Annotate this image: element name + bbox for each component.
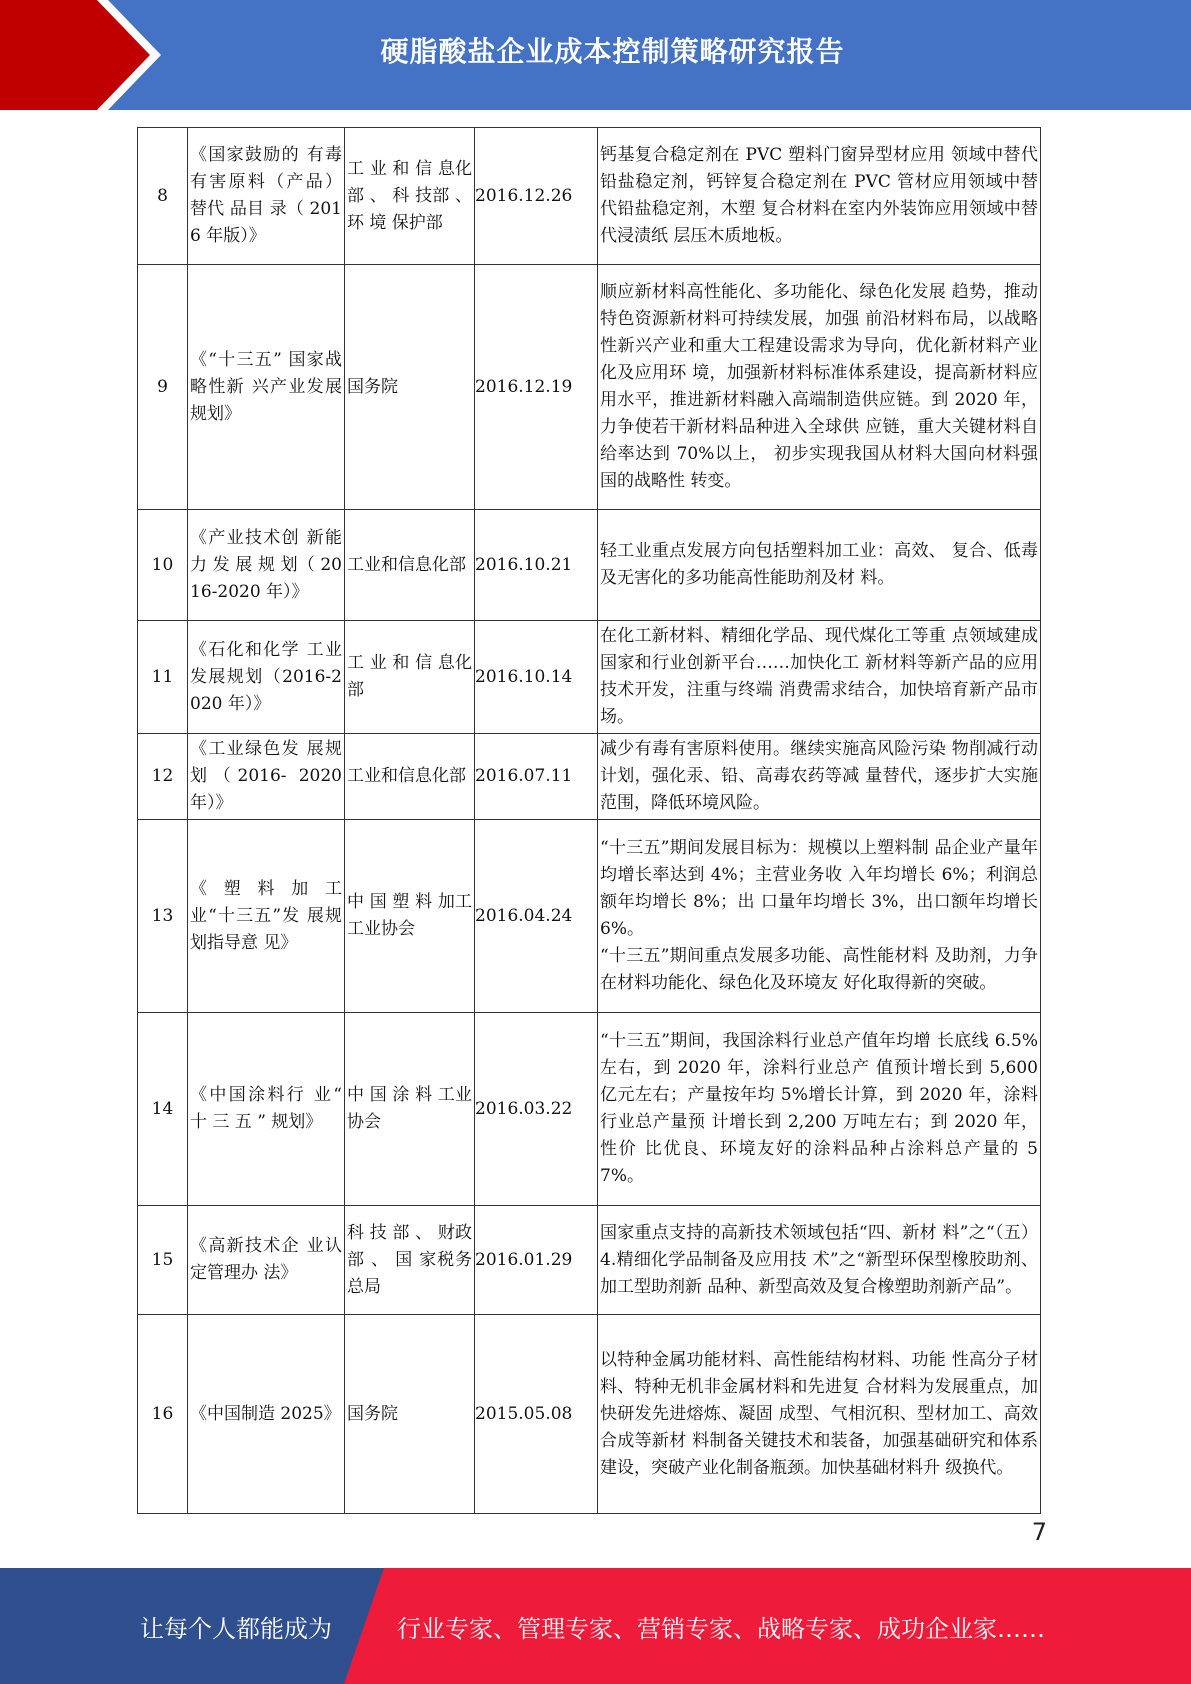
policy-content-paragraph: 减少有毒有害原料使用。继续实施高风险污染 物削减行动计划，强化汞、铅、高毒农药等减 量替代，逐步扩大实施范围，降低环境风险。 [600, 739, 1038, 813]
policy-content-paragraph: “十三五”期间发展目标为：规模以上塑料制 品企业产量年均增长率达到 4%；主营业务收 入年均增长 6%；利润总额年均增长 8%；出 口量年均增长 3%，出口额年均增长 6%。 [600, 838, 1038, 939]
issue-date: 2016.04.24 [475, 820, 598, 1013]
table-row [138, 1013, 1041, 1206]
policy-name: 《“十三五” 国家战略性新 兴产业发展规划》 [188, 265, 345, 510]
table-row [138, 734, 1041, 820]
issuing-department: 国务院 [345, 265, 475, 510]
page-number: 7 [1031, 1518, 1047, 1546]
table-row [138, 1206, 1041, 1315]
table-row [138, 510, 1041, 621]
policy-content-paragraph: 钙基复合稳定剂在 PVC 塑料门窗异型材应用 领域中替代铅盐稳定剂，钙锌复合稳定剂在 PVC 管材应用领域中替代铅盐稳定剂，木塑 复合材料在室内外装饰应用领域中替代浸渍纸 层压木质地板。 [600, 145, 1038, 246]
policy-content [598, 621, 1041, 734]
row-number: 8 [138, 128, 188, 265]
policy-name: 《产业技术创 新能 力 发 展 规 划（ 2016-2020 年）》 [188, 510, 345, 621]
policy-content [598, 1013, 1041, 1206]
policy-content [598, 1315, 1041, 1514]
row-number: 11 [138, 621, 188, 734]
issuing-department: 中 国 涂 料 工业协会 [345, 1013, 475, 1206]
policy-name: 《国家鼓励的 有毒有害原料（产品）替代 品目 录（ 2016 年版）》 [188, 128, 345, 265]
policy-content [598, 265, 1041, 510]
page-footer [0, 1568, 1191, 1684]
issue-date: 2016.07.11 [475, 734, 598, 820]
table-row [138, 621, 1041, 734]
policy-content [598, 820, 1041, 1013]
policy-content-paragraph: “十三五”期间，我国涂料行业总产值年均增 长底线 6.5%左右，到 2020 年，涂料行业总产 值预计增长到 5,600 亿元左右；产量按年均 5%增长计算，到 2020 年，涂料行业总产量预 计增长到 2,200 万吨左右；到 2020 年，性价 比优良、环境友好的涂料品种占涂料总产量的 57%。 [600, 1031, 1038, 1186]
table-row [138, 1315, 1041, 1514]
issue-date: 2016.01.29 [475, 1206, 598, 1315]
row-number: 10 [138, 510, 188, 621]
policy-content [598, 510, 1041, 621]
issuing-department: 工业和信息化部 [345, 510, 475, 621]
policy-content [598, 734, 1041, 820]
issue-date: 2015.05.08 [475, 1315, 598, 1514]
policy-name: 《高新技术企 业认定管理办 法》 [188, 1206, 345, 1315]
issuing-department: 工业和信息化部 [345, 734, 475, 820]
policy-content-paragraph: 顺应新材料高性能化、多功能化、绿色化发展 趋势，推动特色资源新材料可持续发展，加强 前沿材料布局，以战略性新兴产业和重大工程建设需求为导向，优化新材料产业化及应用环 境，加强新材料标准体系建设，提高新材料应 用水平，推进新材料融入高端制造供应链。到 2020 年，力争使若干新材料品种进入全球供 应链，重大关键材料自给率达到 70%以上， 初步实现我国从材料大国向材料强国的战略性 转变。 [600, 282, 1038, 491]
row-number: 15 [138, 1206, 188, 1315]
policy-content-paragraph: 国家重点支持的高新技术领域包括“四、新材 料”之“（五）4.精细化学品制备及应用技 术”之“新型环保型橡胶助剂、加工型助剂新 品种、新型高效及复合橡塑助剂新产品”。 [600, 1222, 1038, 1297]
policy-content [598, 128, 1041, 265]
row-number: 16 [138, 1315, 188, 1514]
issue-date: 2016.12.26 [475, 128, 598, 265]
issue-date: 2016.10.21 [475, 510, 598, 621]
row-number: 12 [138, 734, 188, 820]
policy-content [598, 1206, 1041, 1315]
issuing-department: 工 业 和 信 息化部 [345, 621, 475, 734]
footer-slogan-right: 行业专家、管理专家、营销专家、战略专家、成功企业家…… [397, 1614, 1045, 1643]
table-row [138, 128, 1041, 265]
issue-date: 2016.10.14 [475, 621, 598, 734]
policy-content-paragraph: 以特种金属功能材料、高性能结构材料、功能 性高分子材料、特种无机非金属材料和先进复 合材料为发展重点，加快研发先进熔炼、凝固 成型、气相沉积、型材加工、高效合成等新材 料制备关键技术和装备，加强基础研究和体系 建设，突破产业化制备瓶颈。加快基础材料升 级换代。 [600, 1349, 1038, 1478]
policy-name: 《石化和化学 工业发展规划（2016-2020 年）》 [188, 621, 345, 734]
row-number: 9 [138, 265, 188, 510]
policy-table [137, 127, 1041, 1514]
table-row [138, 820, 1041, 1013]
policy-content-paragraph: 在化工新材料、精细化学品、现代煤化工等重 点领域建成国家和行业创新平台……加快化工 新材料等新产品的应用技术开发，注重与终端 消费需求结合，加快培育新产品市场。 [600, 626, 1038, 727]
policy-name: 《中国制造 2025》 [188, 1315, 345, 1514]
table-row [138, 265, 1041, 510]
issuing-department: 工 业 和 信 息化 部 、 科 技部 、 环 境 保护部 [345, 128, 475, 265]
issue-date: 2016.03.22 [475, 1013, 598, 1206]
report-title: 硬脂酸盐企业成本控制策略研究报告 [380, 35, 845, 68]
policy-name: 《工业绿色发 展规划（2016- 2020 年）》 [188, 734, 345, 820]
row-number: 13 [138, 820, 188, 1013]
policy-content-paragraph: “十三五”期间重点发展多功能、高性能材料 及助剂，力争在材料功能化、绿色化及环境友 好化取得新的突破。 [600, 946, 1038, 993]
footer-slogan-left: 让每个人都能成为 [140, 1614, 332, 1643]
policy-name: 《 塑 料 加 工 业“十三五”发 展规划指导意 见》 [188, 820, 345, 1013]
issue-date: 2016.12.19 [475, 265, 598, 510]
policy-content-paragraph: 轻工业重点发展方向包括塑料加工业：高效、 复合、低毒及无害化的多功能高性能助剂及材 料。 [600, 541, 1038, 588]
row-number: 14 [138, 1013, 188, 1206]
issuing-department: 中 国 塑 料 加工工业协会 [345, 820, 475, 1013]
page-header [0, 0, 1191, 110]
policy-name: 《中国涂料行 业“ 十 三 五 ” 规划》 [188, 1013, 345, 1206]
issuing-department: 科 技 部 、 财政 部 、 国 家税务总局 [345, 1206, 475, 1315]
issuing-department: 国务院 [345, 1315, 475, 1514]
